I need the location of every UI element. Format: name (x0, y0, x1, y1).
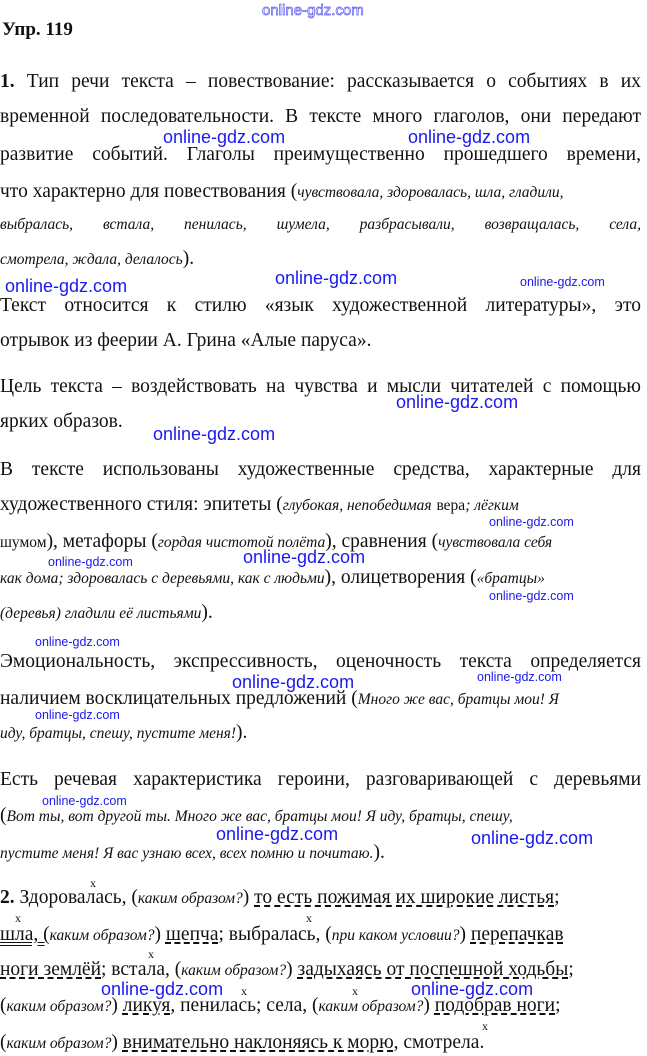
text: ), сравнения ( (325, 531, 439, 552)
x-mark: x (148, 947, 154, 961)
circumstance: внимательно наклоняясь к морю (122, 1032, 394, 1053)
circumstance: перепачкав (470, 924, 564, 945)
circumstance: подобрав ноги (434, 995, 556, 1016)
x-mark: x (306, 911, 312, 925)
text: ) (111, 1032, 118, 1053)
text-line (0, 568, 545, 588)
watermark: online-gdz.com (520, 275, 605, 289)
text: ) (423, 995, 430, 1016)
text: наличием восклицательных предложений ( (0, 688, 358, 709)
x-mark: x (90, 876, 96, 890)
text: ( (0, 995, 7, 1016)
circumstance: задыхаясь от поспешной ходьбы (297, 959, 569, 980)
text: вера (436, 497, 466, 514)
text: Здоровалась, ( (19, 887, 138, 908)
text: ). (201, 602, 213, 623)
x-mark: x (241, 984, 247, 998)
text: ) (286, 959, 293, 980)
watermark: online-gdz.com (153, 424, 276, 444)
text-line (0, 1033, 484, 1053)
text: ; (555, 995, 561, 1016)
watermark: online-gdz.com (471, 828, 594, 848)
text: ; встала, ( (101, 959, 182, 980)
watermark: online-gdz.com (48, 555, 133, 569)
text-line: Эмоциональность, экспрессивность, оценочность текста определяется (0, 651, 641, 672)
text: , смотрела. (393, 1032, 485, 1053)
text-line (0, 689, 559, 709)
text: что характерно для повествования ( (0, 181, 298, 202)
example-words: Вот ты, вот другой ты. Много же вас, братцы мои! Я иду, братцы, спешу, (6, 808, 513, 825)
watermark: online-gdz.com (411, 979, 534, 999)
text-line: Есть речевая характеристика героини, разговаривающей с деревьями (0, 769, 641, 790)
text: ; выбралась, ( (218, 924, 332, 945)
text: ) (459, 924, 467, 945)
text-line: развитие событий. Глаголы преимущественно прошедшего времени, (0, 144, 641, 165)
example-words: как дома; здоровалась с деревьями, как с людьми (0, 570, 325, 587)
text-line (0, 996, 560, 1016)
example-words: выбралась, встала, пенилась, шумела, разбрасывали, возвращалась, села, (0, 216, 641, 233)
watermark: online-gdz.com (243, 547, 366, 567)
x-mark: x (352, 984, 358, 998)
text-line: В тексте использованы художественные средства, характерные для (0, 459, 641, 480)
text: ), олицетворения ( (324, 567, 477, 588)
text-line (0, 806, 513, 826)
example-words: иду, братцы, спешу, пустите меня! (0, 725, 237, 742)
text-line (0, 182, 564, 202)
circumstance: то есть пожимая их широкие листья (254, 887, 555, 908)
question: каким образом? (6, 1035, 112, 1052)
text: ). (373, 842, 385, 863)
watermark: online-gdz.com (216, 824, 339, 844)
text-line (0, 495, 519, 515)
text: ), метафоры ( (46, 531, 158, 552)
question: каким образом? (137, 890, 243, 907)
text-line: отрывок из феерии А. Грина «Алые паруса». (0, 330, 372, 351)
text: шумом (0, 534, 47, 551)
text: ). (182, 248, 195, 269)
text-line: Цель текста – воздействовать на чувства и мысли читателей с помощью (0, 376, 641, 397)
circumstance: ликуя (122, 995, 171, 1016)
text-line (0, 888, 560, 908)
watermark: online-gdz.com (489, 515, 574, 529)
text: ) (154, 924, 162, 945)
text: ) (242, 887, 250, 908)
text: ( (0, 1032, 7, 1053)
example-words: пустите меня! Я вас узнаю всех, всех помню и почитаю. (0, 845, 374, 862)
x-mark: x (15, 911, 21, 925)
text-line (0, 249, 194, 269)
text: ; (568, 959, 574, 980)
watermark: online-gdz.com (35, 708, 120, 722)
watermark-top: online-gdz.com (262, 2, 364, 19)
example-words: «братцы» (476, 570, 545, 587)
text: ( (0, 805, 7, 826)
watermark: online-gdz.com (408, 127, 531, 147)
example-words: чувствовала себя (438, 534, 553, 551)
text: ) (111, 995, 118, 1016)
text-line (0, 925, 564, 945)
example-words: ; лёгким (465, 497, 519, 514)
watermark: online-gdz.com (5, 276, 128, 296)
circumstance: ноги землёй (0, 959, 102, 980)
text: художественного стиля: эпитеты ( (0, 494, 283, 515)
text-line (0, 532, 552, 552)
question: каким образом? (181, 962, 287, 979)
section-number: 2. (0, 887, 15, 908)
watermark: online-gdz.com (477, 670, 562, 684)
text-line: Текст относится к стилю «язык художественной литературы», это (0, 295, 641, 316)
example-words: (деревья) гладили её листьями (0, 605, 202, 622)
text: ; (554, 887, 560, 908)
text-line (0, 723, 247, 743)
exercise-title: Упр. 119 (2, 19, 73, 40)
question: каким образом? (318, 998, 424, 1015)
watermark: online-gdz.com (42, 794, 127, 808)
predicate: шла, ( (0, 924, 50, 945)
watermark: online-gdz.com (275, 268, 398, 288)
watermark: online-gdz.com (101, 979, 224, 999)
circumstance: шепча (165, 924, 219, 945)
x-mark: x (482, 1019, 488, 1033)
text-line: ярких образов. (0, 411, 123, 432)
section-number: 1. (0, 71, 15, 92)
example-words: Много же вас, братцы мои! Я (357, 691, 559, 708)
text-line (0, 960, 574, 980)
example-words: смотрела, ждала, делалось (0, 251, 183, 268)
text: Тип речи текста – повествование: рассказывается о событиях в их (26, 71, 641, 92)
text-line (0, 843, 385, 863)
text-line (0, 603, 213, 623)
watermark: online-gdz.com (396, 392, 519, 412)
text: , пенилась; села, ( (170, 995, 319, 1016)
question: каким образом? (6, 998, 112, 1015)
text-line: временной последовательности. В тексте много глаголов, они передают (0, 106, 641, 127)
watermark: online-gdz.com (163, 127, 286, 147)
question: каким образом? (49, 927, 155, 944)
text: ). (236, 722, 248, 743)
watermark: online-gdz.com (489, 589, 574, 603)
watermark: online-gdz.com (232, 672, 355, 692)
example-words: гордая чистотой полёта (157, 534, 326, 551)
question: при каком условии? (331, 927, 460, 944)
text-line (0, 72, 641, 92)
example-words: глубокая, непобедимая (282, 497, 432, 514)
example-words: чувствовала, здоровалась, шла, гладили, (297, 184, 564, 201)
watermark: online-gdz.com (35, 635, 120, 649)
